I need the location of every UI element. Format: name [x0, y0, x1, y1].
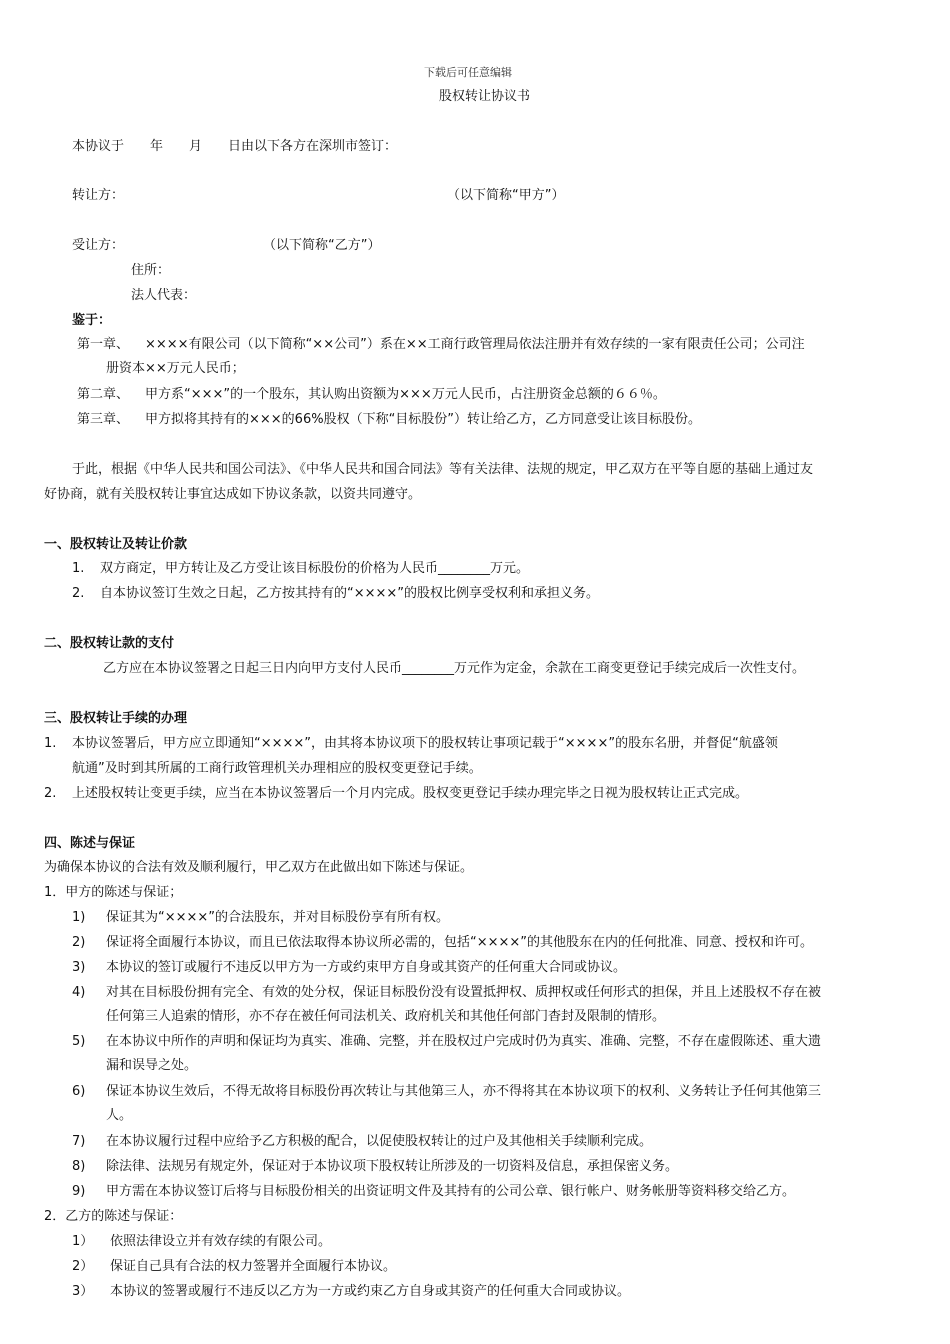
clause-text: 本协议签署后，甲方应立即通知“××××”，由其将本协议项下的股权转让事项记载于“××××”的股东名册，并督促“航盛领	[72, 736, 778, 751]
warranty-no: 1）	[72, 1234, 94, 1249]
warranty-text: 保证将全面履行本协议，而且已依法取得本协议所必需的，包括“××××”的其他股东在内的任何批准、同意、授权和许可。	[106, 935, 814, 950]
section-intro: 为确保本协议的合法有效及顺利履行，甲乙双方在此做出如下陈述与保证。	[44, 860, 474, 875]
warranty-no: 2)	[72, 935, 86, 950]
section-heading: 四、陈述与保证	[44, 836, 136, 851]
warranty-text: 在本协议履行过程中应给予乙方积极的配合，以促使股权转让的过户及其他相关手续顺利完成。	[106, 1134, 653, 1149]
basis-paragraph-cont: 好协商，就有关股权转让事宜达成如下协议条款，以资共同遵守。	[44, 487, 422, 502]
warranty-text: 保证自己具有合法的权力签署并全面履行本协议。	[110, 1259, 397, 1274]
clause-no: 2.	[44, 786, 57, 801]
section-heading: 三、股权转让手续的办理	[44, 711, 188, 726]
whereas-item-text: 甲方拟将其持有的×××的66%股权（下称“目标股份”）转让给乙方，乙方同意受让该目标股份。	[145, 412, 702, 427]
whereas-item-no: 第二章、	[77, 387, 130, 402]
warranty-text: 在本协议中所作的声明和保证均为真实、准确、完整，并在股权过户完成时仍为真实、准确、完整，不存在虚假陈述、重大遗	[106, 1034, 822, 1049]
warranty-no: 3)	[72, 960, 86, 975]
warranty-text: 保证本协议生效后，不得无故将目标股份再次转让与其他第三人，亦不得将其在本协议项下的权利、义务转让予任何其他第三	[106, 1084, 822, 1099]
transferor-label: 转让方：	[72, 188, 125, 203]
warranty-no: 7)	[72, 1134, 86, 1149]
section-heading: 二、股权转让款的支付	[44, 636, 175, 651]
editable-note: 下载后可任意编辑	[424, 66, 512, 79]
clause-text: 上述股权转让变更手续，应当在本协议签署后一个月内完成。股权变更登记手续办理完毕之日视为股权转让正式完成。	[72, 786, 749, 801]
warranty-no: 8)	[72, 1159, 86, 1174]
warranty-text: 依照法律设立并有效存续的有限公司。	[110, 1234, 332, 1249]
basis-paragraph: 于此，根据《中华人民共和国公司法》、《中华人民共和国合同法》等有关法律、法规的规定，甲乙双方在平等自愿的基础上通过友	[72, 462, 814, 477]
whereas-heading: 鉴于：	[72, 313, 112, 328]
whereas-item-text-cont: 册资本××万元人民币；	[106, 361, 245, 376]
warranty-text: 本协议的签署或履行不违反以乙方为一方或约束乙方自身或其资产的任何重大合同或协议。	[110, 1284, 631, 1299]
whereas-item-text: ××××有限公司（以下简称“××公司”）系在××工商行政管理局依法注册并有效存续的一家有限责任公司；公司注	[145, 337, 805, 352]
warranty-text: 甲方需在本协议签订后将与目标股份相关的出资证明文件及其持有的公司公章、银行帐户、财务帐册等资料移交给乙方。	[106, 1184, 796, 1199]
transferee-alias: （以下简称“乙方”）	[263, 238, 381, 253]
whereas-item-text: 甲方系“×××”的一个股东，其认购出资额为×××万元人民币，占注册资金总额的６６％。	[145, 387, 666, 402]
warranty-no: 5)	[72, 1034, 86, 1049]
warranty-text-cont: 人。	[106, 1108, 133, 1123]
clause-no: 1.	[72, 561, 85, 576]
warranty-no: 3）	[72, 1284, 94, 1299]
warranty-text: 对其在目标股份拥有完全、有效的处分权，保证目标股份没有设置抵押权、质押权或任何形式的担保，并且上述股权不存在被	[106, 985, 822, 1000]
clause-no: 2.	[72, 586, 85, 601]
legal-rep-label: 法人代表：	[131, 288, 197, 303]
party-a-heading: 1．甲方的陈述与保证；	[44, 885, 183, 900]
warranty-no: 4)	[72, 985, 86, 1000]
whereas-item-no: 第三章、	[77, 412, 130, 427]
section-heading: 一、股权转让及转让价款	[44, 537, 188, 552]
warranty-no: 6)	[72, 1084, 86, 1099]
whereas-item-no: 第一章、	[77, 337, 130, 352]
warranty-text: 除法律、法规另有规定外，保证对于本协议项下股权转让所涉及的一切资料及信息，承担保密义务。	[106, 1159, 679, 1174]
warranty-text: 本协议的签订或履行不违反以甲方为一方或约束甲方自身或其资产的任何重大合同或协议。	[106, 960, 627, 975]
warranty-text-cont: 任何第三人追索的情形，亦不存在被任何司法机关、政府机关和其他任何部门杳封及限制的情形。	[106, 1009, 666, 1024]
transferor-alias: （以下简称“甲方”）	[447, 188, 565, 203]
warranty-text: 保证其为“××××”的合法股东，并对目标股份享有所有权。	[106, 910, 450, 925]
clause-text: 双方商定，甲方转让及乙方受让该目标股份的价格为人民币________万元。	[100, 561, 530, 576]
warranty-no: 2）	[72, 1259, 94, 1274]
clause-no: 1.	[44, 736, 57, 751]
date-line: 本协议于 年 月 日由以下各方在深圳市签订：	[72, 139, 398, 154]
warranty-no: 9)	[72, 1184, 86, 1199]
document-title: 股权转让协议书	[439, 89, 531, 104]
clause-text: 乙方应在本协议签署之日起三日内向甲方支付人民币________万元作为定金，余款在工商变更登记手续完成后一次性支付。	[103, 661, 806, 676]
warranty-no: 1)	[72, 910, 86, 925]
transferee-label: 受让方：	[72, 238, 125, 253]
warranty-text-cont: 漏和误导之处。	[106, 1058, 198, 1073]
residence-label: 住所：	[131, 263, 171, 278]
party-b-heading: 2．乙方的陈述与保证：	[44, 1209, 183, 1224]
clause-text: 自本协议签订生效之日起，乙方按其持有的“××××”的股权比例享受权利和承担义务。	[100, 586, 600, 601]
clause-text-cont: 航通”及时到其所属的工商行政管理机关办理相应的股权变更登记手续。	[72, 761, 482, 776]
